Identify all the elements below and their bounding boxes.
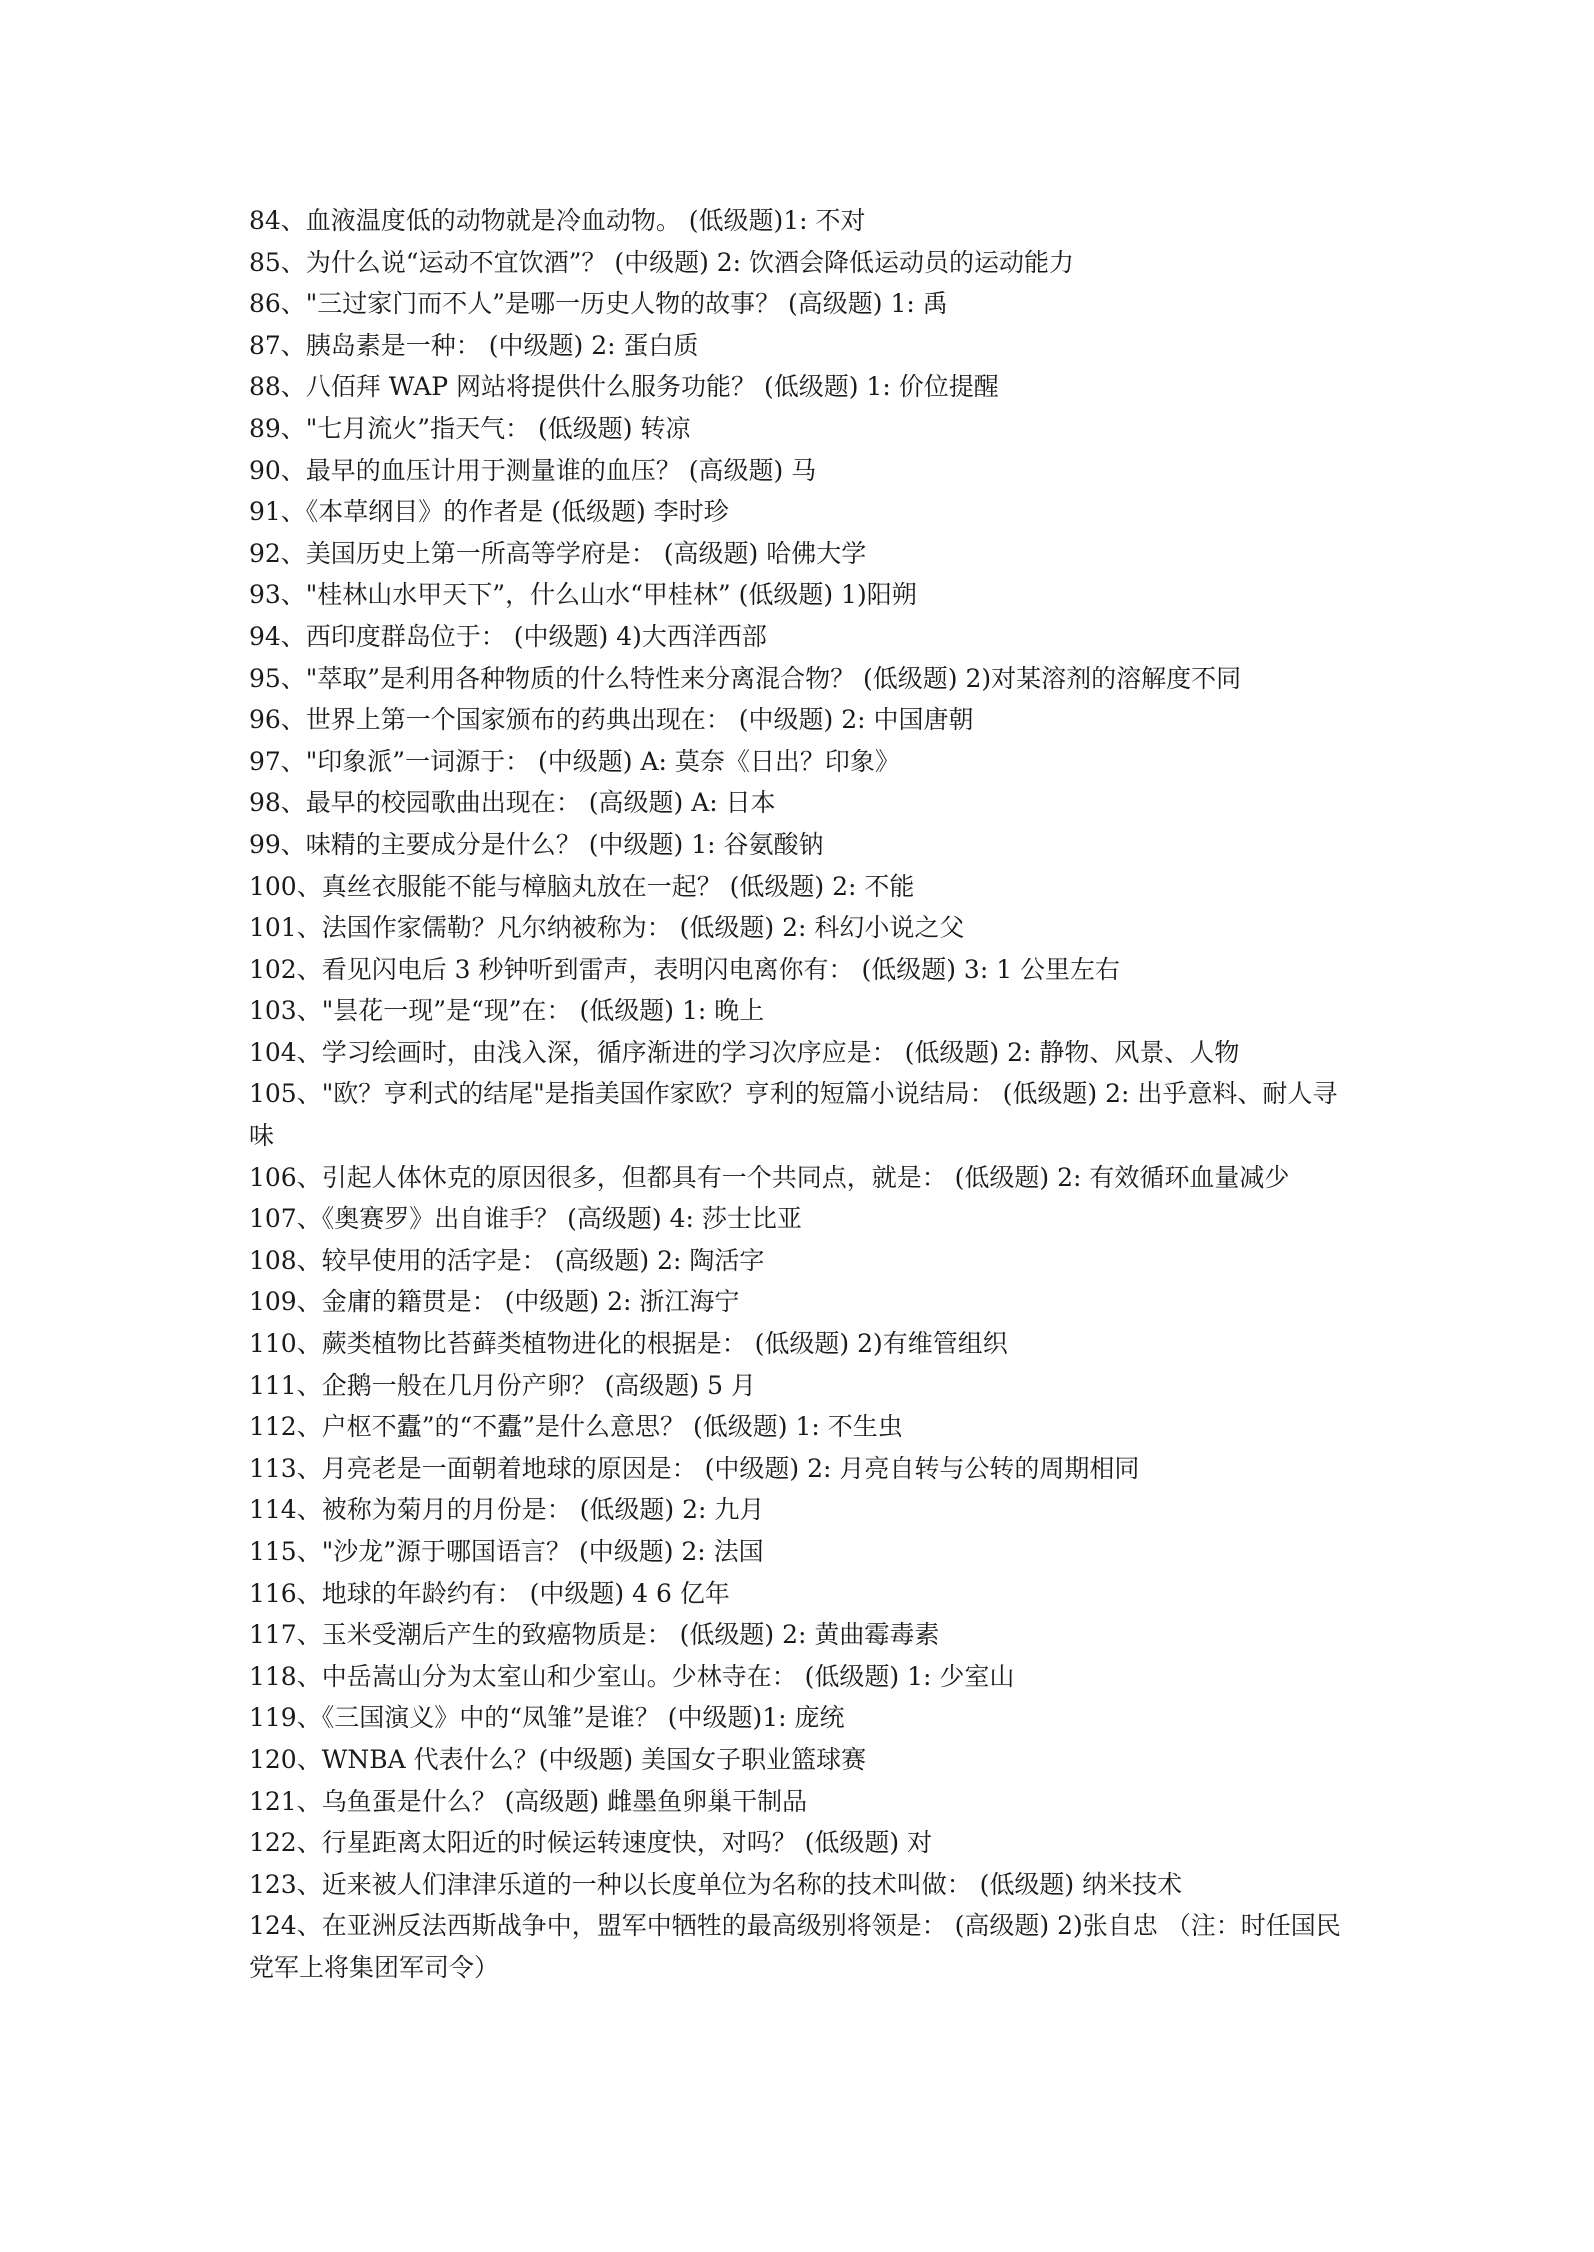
question-item: 105、"欧？亨利式的结尾"是指美国作家欧？亨利的短篇小说结局： (低级题) 2: 出乎意料、耐人寻味 bbox=[249, 1079, 1338, 1151]
question-item: 116、地球的年龄约有： (中级题) 4 6 亿年 bbox=[249, 1578, 730, 1608]
question-item: 110、蕨类植物比苔藓类植物进化的根据是： (低级题) 2)有维管组织 bbox=[249, 1329, 1008, 1359]
question-item: 114、被称为菊月的月份是： (低级题) 2: 九月 bbox=[249, 1495, 765, 1525]
question-item: 90、最早的血压计用于测量谁的血压？ (高级题) 马 bbox=[249, 455, 817, 485]
question-item: 119、《三国演义》中的“凤雏”是谁？ (中级题)1: 庞统 bbox=[249, 1703, 845, 1733]
question-item: 88、八佰拜 WAP 网站将提供什么服务功能？ (低级题) 1: 价位提醒 bbox=[249, 372, 999, 402]
question-item: 98、最早的校园歌曲出现在： (高级题) A: 日本 bbox=[249, 788, 776, 818]
question-list bbox=[249, 200, 1359, 1989]
question-item: 89、"七月流火”指天气： (低级题) 转凉 bbox=[249, 413, 691, 443]
question-item: 108、较早使用的活字是： (高级题) 2: 陶活字 bbox=[249, 1245, 765, 1275]
question-item: 101、法国作家儒勒？凡尔纳被称为： (低级题) 2: 科幻小说之父 bbox=[249, 913, 965, 943]
question-item: 86、"三过家门而不人”是哪一历史人物的故事？ (高级题) 1: 禹 bbox=[249, 289, 948, 319]
question-item: 95、"萃取”是利用各种物质的什么特性来分离混合物？ (低级题) 2)对某溶剂的溶解度不同 bbox=[249, 663, 1242, 693]
question-item: 112、户枢不蠹”的“不蠹”是什么意思？ (低级题) 1: 不生虫 bbox=[249, 1412, 903, 1442]
question-item: 93、"桂林山水甲天下”，什么山水“甲桂林” (低级题) 1)阳朔 bbox=[249, 580, 917, 610]
question-item: 117、玉米受潮后产生的致癌物质是： (低级题) 2: 黄曲霉毒素 bbox=[249, 1620, 940, 1650]
question-item: 118、中岳嵩山分为太室山和少室山。少林寺在： (低级题) 1: 少室山 bbox=[249, 1661, 1015, 1691]
question-item: 113、月亮老是一面朝着地球的原因是： (中级题) 2: 月亮自转与公转的周期相同 bbox=[249, 1453, 1140, 1483]
question-item: 115、"沙龙”源于哪国语言？ (中级题) 2: 法国 bbox=[249, 1537, 764, 1566]
question-item: 106、引起人体休克的原因很多，但都具有一个共同点，就是： (低级题) 2: 有效循环血量减少 bbox=[249, 1162, 1290, 1192]
question-item: 107、《奥赛罗》出自谁手？ (高级题) 4: 莎士比亚 bbox=[249, 1204, 802, 1234]
question-item: 102、看见闪电后 3 秒钟听到雷声，表明闪电离你有： (低级题) 3: 1 公里左右 bbox=[249, 954, 1121, 984]
question-item: 84、血液温度低的动物就是冷血动物。 (低级题)1: 不对 bbox=[249, 206, 866, 235]
question-item: 92、美国历史上第一所高等学府是： (高级题) 哈佛大学 bbox=[249, 538, 867, 568]
question-item: 100、真丝衣服能不能与樟脑丸放在一起？ (低级题) 2: 不能 bbox=[249, 871, 915, 901]
question-item: 103、"昙花一现”是“现”在： (低级题) 1: 晚上 bbox=[249, 996, 765, 1026]
question-item: 91、《本草纲目》的作者是 (低级题) 李时珍 bbox=[249, 497, 729, 527]
question-item: 96、世界上第一个国家颁布的药典出现在： (中级题) 2: 中国唐朝 bbox=[249, 705, 974, 735]
question-item: 124、在亚洲反法西斯战争中，盟军中牺牲的最高级别将领是： (高级题) 2)张自忠 （注：时任国民党军上将集团军司令） bbox=[249, 1911, 1341, 1982]
question-item: 97、"印象派”一词源于： (中级题) A: 莫奈《日出？印象》 bbox=[249, 746, 900, 776]
question-item: 121、乌鱼蛋是什么？ (高级题) 雌墨鱼卵巢干制品 bbox=[249, 1786, 808, 1816]
question-item: 99、味精的主要成分是什么？ (中级题) 1: 谷氨酸钠 bbox=[249, 829, 824, 859]
question-item: 111、企鹅一般在几月份产卵？ (高级题) 5 月 bbox=[249, 1370, 756, 1400]
question-item: 122、行星距离太阳近的时候运转速度快，对吗？ (低级题) 对 bbox=[249, 1828, 933, 1858]
question-item: 104、学习绘画时，由浅入深，循序渐进的学习次序应是： (低级题) 2: 静物、风景、人物 bbox=[249, 1037, 1240, 1067]
question-item: 87、胰岛素是一种： (中级题) 2: 蛋白质 bbox=[249, 330, 699, 360]
question-item: 94、西印度群岛位于： (中级题) 4)大西洋西部 bbox=[249, 621, 767, 651]
question-item: 123、近来被人们津津乐道的一种以长度单位为名称的技术叫做： (低级题) 纳米技术 bbox=[249, 1869, 1183, 1899]
question-item: 120、WNBA 代表什么？(中级题) 美国女子职业篮球赛 bbox=[249, 1744, 867, 1774]
question-item: 85、为什么说“运动不宜饮酒”？ (中级题) 2: 饮酒会降低运动员的运动能力 bbox=[249, 247, 1075, 277]
question-item: 109、金庸的籍贯是： (中级题) 2: 浙江海宁 bbox=[249, 1287, 740, 1317]
